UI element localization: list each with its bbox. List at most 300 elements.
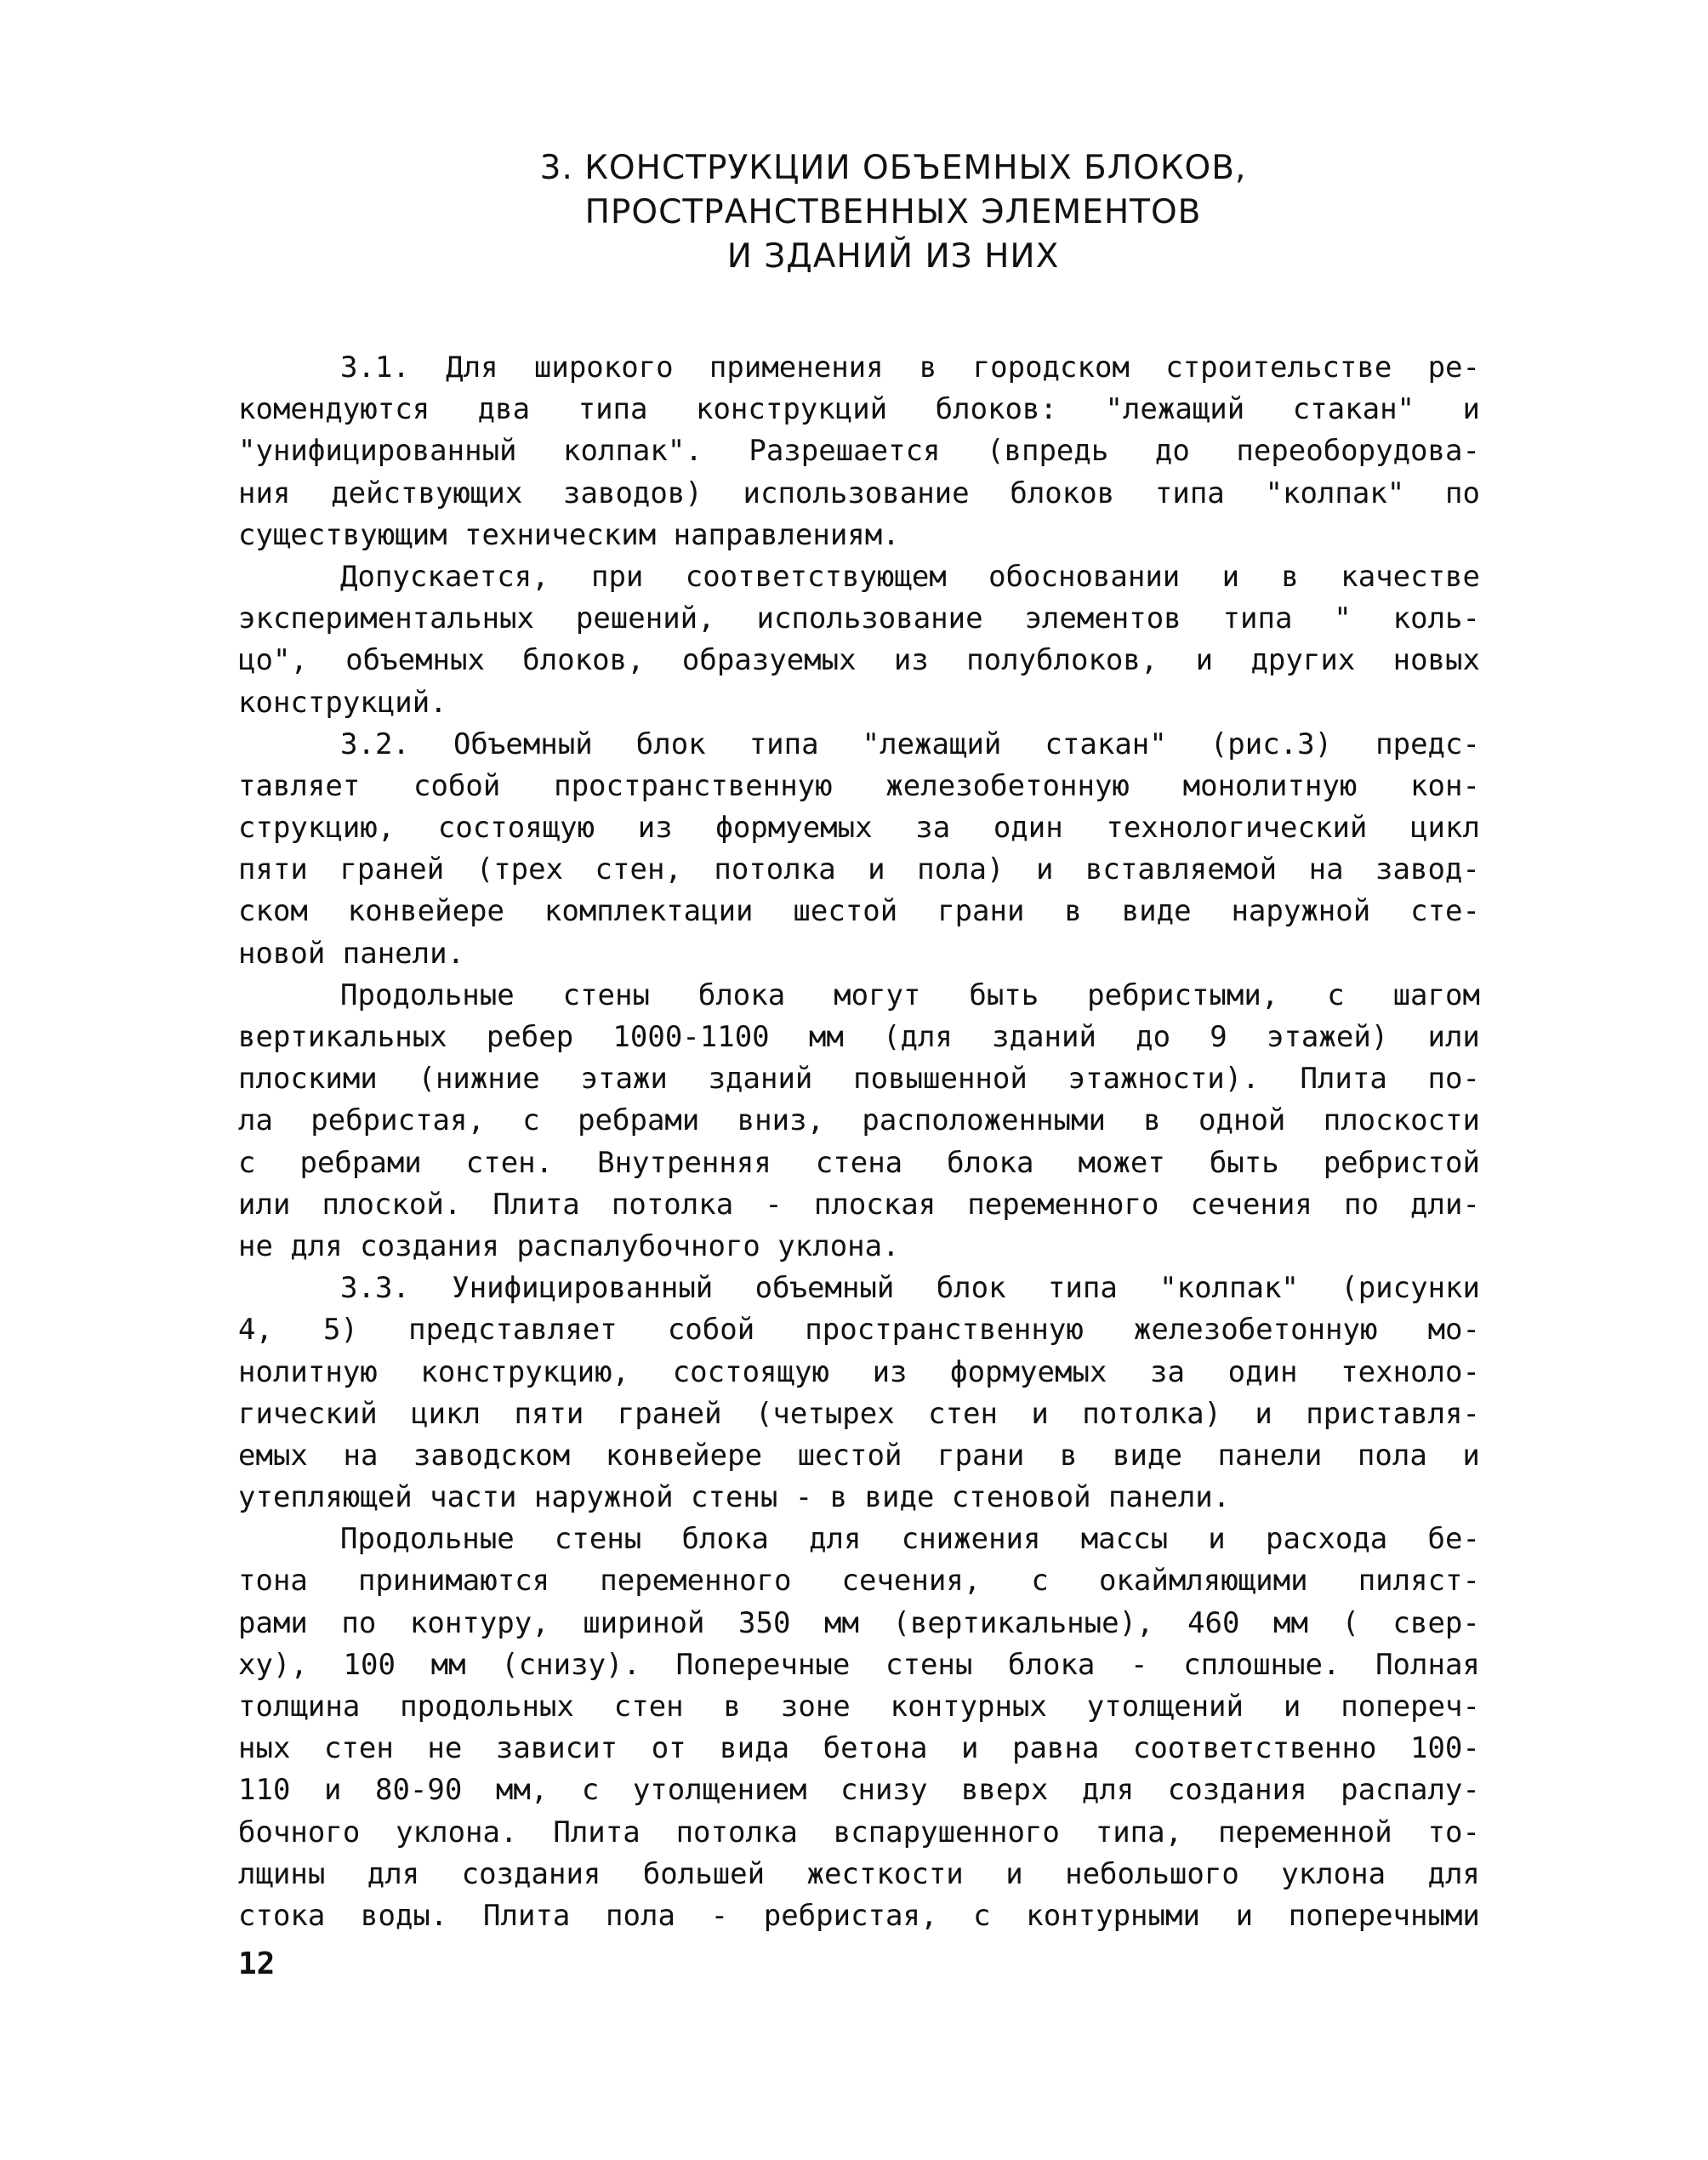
text-line: [238, 1560, 1480, 1602]
word: 3.2.: [340, 727, 410, 761]
word: Продольные: [340, 977, 515, 1012]
word: ребристая,: [763, 1898, 938, 1933]
word: Плита: [492, 1187, 580, 1222]
word: Для: [446, 351, 498, 385]
word: виде: [1121, 894, 1192, 929]
word: вставляемой: [1085, 852, 1278, 887]
word: стеновой: [951, 1480, 1091, 1515]
word: обосновании: [988, 559, 1181, 594]
text-line: [238, 1854, 1480, 1895]
word: от: [651, 1731, 686, 1766]
word: зоне: [780, 1690, 851, 1724]
heading-line-1: 3. КОНСТРУКЦИИ ОБЪЕМНЫХ БЛОКОВ,: [539, 149, 1247, 187]
word: из: [637, 811, 673, 846]
text-line: [238, 1603, 1480, 1644]
word: уклона: [1281, 1856, 1386, 1891]
word: для: [809, 1522, 862, 1557]
text-line: [238, 1268, 1480, 1309]
word: ребристыми,: [1087, 977, 1279, 1012]
word: и: [1031, 1396, 1049, 1431]
word: конструкций: [695, 392, 888, 427]
word: элементов: [1024, 601, 1181, 636]
word: в: [919, 351, 937, 385]
word: кон-: [1410, 768, 1480, 803]
word: сечения: [1190, 1187, 1312, 1222]
word: стены: [554, 1522, 642, 1557]
word: -: [765, 1187, 783, 1222]
word: пола: [606, 1898, 675, 1933]
word: жесткости: [806, 1856, 964, 1891]
word: пиляст-: [1358, 1564, 1480, 1599]
word: мм: [823, 1605, 859, 1640]
word: и: [1005, 1856, 1023, 1891]
word: одной: [1198, 1103, 1286, 1138]
word: ": [1334, 601, 1352, 636]
word: заводов): [563, 476, 703, 510]
text-line: [238, 1393, 1480, 1435]
word: (снизу).: [501, 1647, 640, 1682]
word: представляет: [408, 1313, 618, 1348]
word: 460: [1187, 1605, 1240, 1640]
word: "лежащий: [1105, 392, 1245, 427]
word: Плита: [553, 1815, 640, 1849]
text-line: [238, 1477, 1480, 1519]
word: с: [581, 1773, 600, 1808]
word: на: [343, 1438, 379, 1473]
word: шириной: [583, 1605, 705, 1640]
word: по: [1343, 1187, 1379, 1222]
word: -: [794, 1480, 813, 1515]
word: блок: [635, 727, 706, 761]
word: (рисунки: [1341, 1271, 1480, 1306]
text-line: [238, 1812, 1480, 1854]
word: типа: [1047, 1271, 1118, 1306]
word: лщины: [238, 1856, 326, 1891]
text-line: [238, 1519, 1480, 1560]
word: городском: [972, 351, 1130, 385]
word: равна: [1011, 1731, 1100, 1766]
word: в: [1143, 1103, 1161, 1138]
word: стены: [885, 1647, 973, 1682]
word: стены: [562, 977, 650, 1012]
word: 80-90: [374, 1773, 463, 1808]
word: мм: [1273, 1605, 1308, 1640]
word: контурными: [1026, 1898, 1200, 1933]
word: сплошные.: [1183, 1647, 1341, 1682]
word: стен,: [595, 852, 682, 887]
word: могут: [834, 977, 921, 1012]
word: мм: [808, 1020, 844, 1054]
word: завод-: [1375, 852, 1480, 887]
word: плоскими: [238, 1062, 378, 1097]
word: переоборудова-: [1236, 434, 1480, 469]
word: наружной: [1231, 894, 1371, 929]
word: приставля-: [1306, 1396, 1480, 1431]
word: стока: [238, 1898, 326, 1933]
word: блока: [1008, 1647, 1096, 1682]
word: техноло-: [1341, 1354, 1480, 1389]
heading-line-3: И ЗДАНИЙ ИЗ НИХ: [726, 237, 1060, 276]
word: 3.1.: [340, 351, 410, 385]
word: пространственную: [554, 768, 833, 803]
word: на: [1308, 852, 1344, 887]
word: создания: [360, 1228, 499, 1263]
word: стены: [691, 1480, 778, 1515]
word: блоков,: [522, 643, 645, 678]
text-line: [238, 766, 1480, 807]
word: комендуются: [238, 392, 430, 427]
word: (вертикальные),: [892, 1605, 1154, 1640]
word: Плита: [483, 1898, 571, 1933]
word: граней: [617, 1396, 722, 1431]
word: типа: [1154, 476, 1225, 510]
text-line: [238, 1309, 1480, 1351]
word: состоящую: [672, 1354, 829, 1389]
word: 3.3.: [340, 1271, 410, 1306]
word: воды.: [361, 1898, 448, 1933]
word: 110: [238, 1773, 291, 1808]
word: сте-: [1410, 894, 1480, 929]
word: новой: [238, 936, 326, 971]
text-line: [238, 1644, 1480, 1686]
word: блоков:: [935, 392, 1057, 427]
word: формуемых: [715, 811, 873, 846]
word: из: [872, 1354, 908, 1389]
word: по: [341, 1605, 377, 1640]
word: стен: [928, 1396, 998, 1431]
word: широкого: [533, 351, 674, 385]
word: мо-: [1427, 1313, 1480, 1348]
word: плоской.: [322, 1187, 462, 1222]
word: и: [960, 1731, 979, 1766]
word: пространственную: [805, 1313, 1084, 1348]
word: этажей): [1266, 1020, 1389, 1054]
word: пяти: [514, 1396, 584, 1431]
word: быть: [1209, 1145, 1279, 1180]
word: коль-: [1392, 601, 1480, 636]
word: ных: [238, 1731, 291, 1766]
word: шестой: [797, 1438, 902, 1473]
word: соответственно: [1132, 1731, 1377, 1766]
text-line: [238, 1686, 1480, 1728]
word: качестве: [1341, 559, 1480, 594]
text-line: [238, 1017, 1480, 1058]
word: 350: [738, 1605, 791, 1640]
word: один: [993, 811, 1063, 846]
word: техническим: [464, 517, 657, 552]
word: 100-: [1409, 1731, 1480, 1766]
word: плоскости: [1323, 1103, 1480, 1138]
word: утолщением: [632, 1773, 807, 1808]
word: (: [1341, 1605, 1359, 1640]
word: стен: [613, 1690, 684, 1724]
word: стена: [815, 1145, 903, 1180]
text-line: [238, 1143, 1480, 1184]
word: толщина: [238, 1690, 361, 1724]
word: до: [1136, 1020, 1171, 1054]
word: распалубочного: [516, 1228, 760, 1263]
word: панели: [1217, 1438, 1323, 1473]
word: и: [1221, 559, 1240, 594]
text-line: [238, 1352, 1480, 1393]
word: мм: [430, 1647, 466, 1682]
word: и: [1035, 852, 1054, 887]
word: конвейере: [605, 1438, 763, 1473]
word: виде: [1113, 1438, 1182, 1473]
word: ла: [238, 1103, 273, 1138]
text-line: [238, 598, 1480, 640]
word: зданий: [708, 1062, 813, 1097]
word: блок: [936, 1271, 1006, 1306]
word: и: [1235, 1898, 1254, 1933]
word: этажи: [580, 1062, 668, 1097]
word: части: [430, 1480, 517, 1515]
word: зависит: [495, 1731, 618, 1766]
word: может: [1078, 1145, 1165, 1180]
word: создания: [461, 1856, 601, 1891]
text-line: [238, 807, 1480, 849]
word: направлениям.: [673, 517, 900, 552]
word: 4,: [238, 1313, 273, 1348]
word: "колпак": [1265, 476, 1405, 510]
word: в: [1059, 1438, 1078, 1473]
text-line: [238, 515, 1480, 556]
text-line: [238, 849, 1480, 891]
word: вспарушенного: [833, 1815, 1060, 1849]
word: из: [893, 643, 929, 678]
text-line: [238, 724, 1480, 766]
word: типа: [1222, 601, 1293, 636]
word: не: [427, 1731, 463, 1766]
word: для: [290, 1228, 343, 1263]
word: "унифицированный: [238, 434, 517, 469]
word: или: [238, 1187, 291, 1222]
word: и: [323, 1773, 342, 1808]
word: вертикальных: [238, 1020, 447, 1054]
word: Продольные: [340, 1522, 515, 1557]
word: бетона: [823, 1731, 928, 1766]
word: утолщений: [1086, 1690, 1244, 1724]
word: стен: [323, 1731, 394, 1766]
word: для: [367, 1856, 420, 1891]
word: Разрешается: [749, 434, 941, 469]
word: в: [1281, 559, 1299, 594]
text-line: [238, 430, 1480, 472]
word: ском: [238, 894, 308, 929]
word: для: [1427, 1856, 1480, 1891]
word: шестой: [793, 894, 898, 929]
word: Унифицированный: [452, 1271, 714, 1306]
word: поперечными: [1288, 1898, 1480, 1933]
word: соответствующем: [685, 559, 947, 594]
word: Допускается,: [340, 559, 549, 594]
word: экспериментальных: [238, 601, 534, 636]
word: ху),: [238, 1647, 308, 1682]
word: граней: [339, 852, 445, 887]
word: и: [1195, 643, 1214, 678]
text-line: [238, 473, 1480, 515]
word: и: [1462, 392, 1480, 427]
word: и: [1283, 1690, 1301, 1724]
word: потолка: [675, 1815, 798, 1849]
word: существующим: [238, 517, 447, 552]
word: с: [1031, 1564, 1049, 1599]
word: 9: [1210, 1020, 1227, 1054]
word: состоящую: [437, 811, 595, 846]
word: стакан": [1045, 727, 1167, 761]
word: создания: [1167, 1773, 1307, 1808]
word: и: [1462, 1438, 1480, 1473]
text-line: [238, 389, 1480, 430]
word: (впредь: [987, 434, 1109, 469]
word: тавляет: [238, 768, 361, 803]
text-line: [238, 1895, 1480, 1937]
word: ребристая,: [310, 1103, 485, 1138]
word: переменного: [967, 1187, 1159, 1222]
word: стакан": [1292, 392, 1415, 427]
word: расположенными: [862, 1103, 1106, 1138]
text-line: [238, 933, 1480, 975]
word: рами: [238, 1605, 308, 1640]
word: (для: [883, 1020, 953, 1054]
word: собой: [667, 1313, 755, 1348]
word: комплектации: [544, 894, 754, 929]
word: (четырех: [754, 1396, 895, 1431]
word: потолка): [1082, 1396, 1222, 1431]
word: (трех: [475, 852, 564, 887]
word: блока: [697, 977, 786, 1012]
word: то-: [1427, 1815, 1480, 1849]
word: -: [710, 1898, 729, 1933]
word: 5): [323, 1313, 358, 1348]
word: полублоков,: [966, 643, 1159, 678]
word: грани: [937, 894, 1025, 929]
word: и: [868, 852, 885, 887]
word: ребер: [486, 1020, 574, 1054]
word: железобетонную: [1133, 1313, 1378, 1348]
word: контуру,: [409, 1605, 549, 1640]
word: расхода: [1265, 1522, 1388, 1557]
text-line: [238, 1058, 1480, 1100]
word: уклона.: [777, 1228, 900, 1263]
word: ребристой: [1323, 1145, 1480, 1180]
word: объемный: [754, 1271, 895, 1306]
word: контурных: [890, 1690, 1047, 1724]
word: вниз,: [737, 1103, 825, 1138]
word: с: [1327, 977, 1345, 1012]
word: Поперечные: [675, 1647, 851, 1682]
section-heading: [340, 146, 1446, 279]
word: собой: [413, 768, 501, 803]
word: "лежащий: [862, 727, 1002, 761]
word: и: [1208, 1522, 1226, 1557]
text-line: [238, 1770, 1480, 1811]
word: Плита: [1300, 1062, 1387, 1097]
word: большей: [642, 1856, 766, 1891]
word: монолитную: [1182, 768, 1358, 803]
word: железобетонную: [885, 768, 1130, 803]
word: стен.: [465, 1145, 554, 1180]
word: цикл: [411, 1396, 481, 1431]
word: цо",: [238, 643, 308, 678]
word: в: [1064, 894, 1082, 929]
word: за: [1150, 1354, 1185, 1389]
heading-line-2: ПРОСТРАНСТВЕННЫХ ЭЛЕМЕНТОВ: [584, 193, 1202, 231]
word: панели.: [342, 936, 465, 971]
word: при: [590, 559, 644, 594]
text-line: [238, 682, 1480, 724]
word: сечения,: [841, 1564, 982, 1599]
word: 100: [343, 1647, 396, 1682]
word: (рис.3): [1210, 727, 1333, 761]
word: строительстве: [1165, 351, 1392, 385]
word: этажности).: [1068, 1062, 1260, 1097]
word: ре-: [1427, 351, 1480, 385]
word: объемных: [345, 643, 485, 678]
text-line: [238, 1728, 1480, 1770]
word: использование: [756, 601, 983, 636]
word: Полная: [1375, 1647, 1480, 1682]
text-line: [238, 347, 1480, 389]
word: конструкций.: [238, 685, 447, 720]
word: конструкцию,: [420, 1354, 630, 1389]
word: не: [238, 1228, 273, 1263]
word: повышенной: [853, 1062, 1028, 1097]
word: попереч-: [1341, 1690, 1480, 1724]
word: блока: [947, 1145, 1034, 1180]
word: цикл: [1410, 811, 1480, 846]
word: пяти: [238, 852, 308, 887]
word: массы: [1080, 1522, 1169, 1557]
word: формуемых: [950, 1354, 1107, 1389]
text-line: [238, 1226, 1480, 1268]
word: ния: [238, 476, 291, 510]
word: гический: [238, 1396, 378, 1431]
word: решений,: [575, 601, 715, 636]
word: блока: [681, 1522, 769, 1557]
word: окаймляющими: [1098, 1564, 1308, 1599]
word: технологический: [1106, 811, 1368, 846]
word: быть: [969, 977, 1039, 1012]
word: наружной: [533, 1480, 674, 1515]
word: с: [973, 1898, 991, 1933]
word: снизу: [840, 1773, 928, 1808]
word: зданий: [992, 1020, 1096, 1054]
word: "колпак": [1159, 1271, 1299, 1306]
word: уклона.: [396, 1815, 518, 1849]
word: заводском: [413, 1438, 571, 1473]
page-number: 12: [238, 1946, 276, 1981]
word: в: [723, 1690, 741, 1724]
word: по: [1444, 476, 1480, 510]
text-line: [238, 975, 1480, 1017]
word: по-: [1427, 1062, 1480, 1097]
text-line: [238, 640, 1480, 681]
word: применения: [709, 351, 884, 385]
word: пола: [1357, 1438, 1427, 1473]
word: вида: [720, 1731, 790, 1766]
word: и: [1255, 1396, 1272, 1431]
word: продольных: [400, 1690, 574, 1724]
word: -: [1130, 1647, 1148, 1682]
body-text: [238, 347, 1480, 1937]
word: 1000-1100: [612, 1020, 770, 1054]
word: распалу-: [1341, 1773, 1480, 1808]
word: типа: [749, 727, 819, 761]
word: других: [1250, 643, 1356, 678]
word: переменной: [1217, 1815, 1392, 1849]
word: струкцию,: [238, 811, 396, 846]
